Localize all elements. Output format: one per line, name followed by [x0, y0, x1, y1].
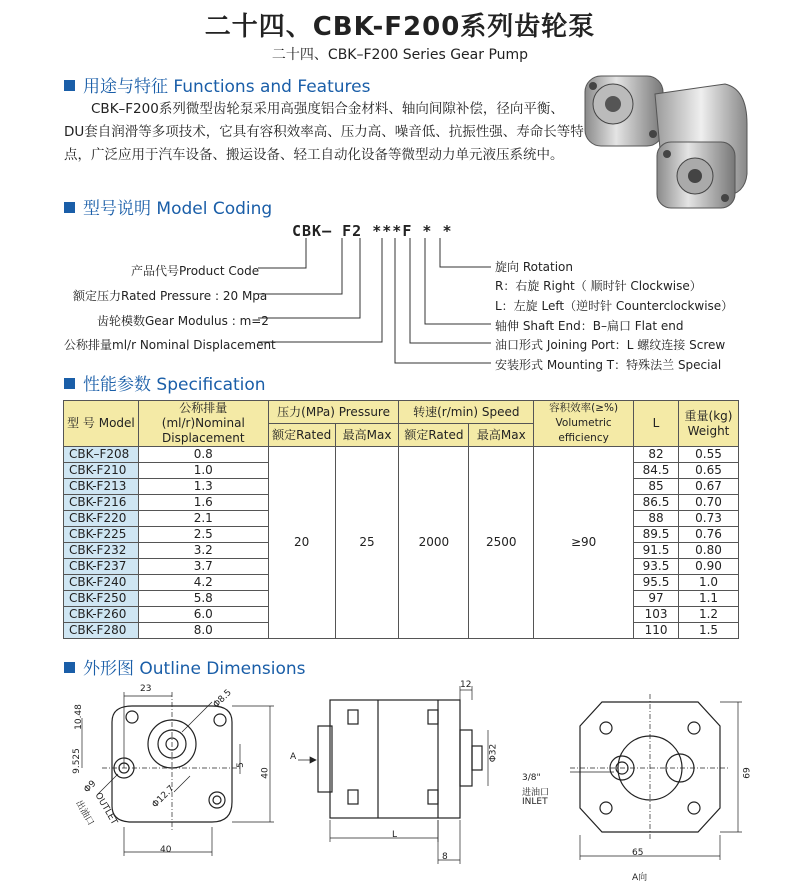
- cell-model: CBK-F250: [64, 591, 139, 607]
- dim-69: 69: [742, 767, 753, 779]
- cell-pressure-max: 25: [335, 447, 399, 639]
- cell-displacement: 1.0: [138, 463, 268, 479]
- description-paragraph: CBK–F200系列微型齿轮泵采用高强度铝合金材料、轴向间隙补偿，径向平衡、DU套自润滑等多项技术，它具有容积效率高、压力高、噪音低、抗振性强、寿命长等特点，广泛应用于汽车设备、搬运设备、轻工自动化设备等微型动力单元液压系统中。: [64, 101, 584, 163]
- header-pressure-rated: 额定Rated: [268, 424, 335, 447]
- cell-L: 95.5: [634, 575, 679, 591]
- coding-left-label: 公称排量ml/r Nominal Displacement: [64, 338, 276, 352]
- table-row: [64, 447, 739, 463]
- cell-model: CBK-F260: [64, 607, 139, 623]
- dim-8: 8: [442, 852, 448, 862]
- cell-speed-rated: 2000: [399, 447, 469, 639]
- cell-efficiency: ≥90: [534, 447, 634, 639]
- outlet-label-en: OUTLET: [92, 791, 119, 827]
- header-pressure-max: 最高Max: [335, 424, 399, 447]
- coding-right-label: L：左旋 Left（逆时针 Counterclockwise）: [495, 299, 734, 313]
- header-pressure: 压力(MPa) Pressure: [268, 401, 399, 424]
- cell-weight: 0.65: [678, 463, 738, 479]
- header-model: 型 号 Model: [64, 401, 139, 447]
- cell-displacement: 0.8: [138, 447, 268, 463]
- header-speed: 转速(r/min) Speed: [399, 401, 534, 424]
- header-speed-max: 最高Max: [469, 424, 534, 447]
- cell-displacement: 2.5: [138, 527, 268, 543]
- cell-model: CBK-F237: [64, 559, 139, 575]
- cell-model: CBK-F232: [64, 543, 139, 559]
- coding-leader-lines: [250, 230, 500, 370]
- cell-displacement: 1.3: [138, 479, 268, 495]
- header-efficiency: 容积效率(≥%) Volumetric efficiency: [534, 401, 634, 447]
- coding-right-label: 轴伸 Shaft End：B–扁口 Flat end: [495, 319, 684, 333]
- cell-weight: 1.1: [678, 591, 738, 607]
- cell-model: CBK-F240: [64, 575, 139, 591]
- pump-photo: [565, 64, 755, 214]
- cell-displacement: 1.6: [138, 495, 268, 511]
- cell-model: CBK-F210: [64, 463, 139, 479]
- section-functions-heading: 用途与特征 Functions and Features: [64, 72, 370, 97]
- model-code-pattern: CBK– F2 ***F * *: [292, 222, 453, 240]
- cell-weight: 0.73: [678, 511, 738, 527]
- dim-A-arrow-label: A: [290, 752, 297, 762]
- header-weight: 重量(kg) Weight: [678, 401, 738, 447]
- cell-weight: 0.80: [678, 543, 738, 559]
- section-square-icon: [64, 80, 75, 91]
- header-L: L: [634, 401, 679, 447]
- header-displacement: 公称排量 (ml/r)Nominal Displacement: [138, 401, 268, 447]
- dim-65: 65: [632, 848, 644, 858]
- cell-L: 93.5: [634, 559, 679, 575]
- coding-right-label: 旋向 Rotation: [495, 260, 574, 274]
- cell-displacement: 5.8: [138, 591, 268, 607]
- dim-phi-12-7: Φ12.7: [150, 783, 177, 811]
- cell-weight: 1.5: [678, 623, 738, 639]
- cell-weight: 0.55: [678, 447, 738, 463]
- dim-10-48: 10.48: [73, 704, 84, 730]
- cell-displacement: 3.7: [138, 559, 268, 575]
- dim-phi-8-5: Φ8.5: [211, 687, 234, 711]
- inlet-label-cn: 进油口: [522, 788, 550, 798]
- cell-L: 84.5: [634, 463, 679, 479]
- section-specification-heading: 性能参数 Specification: [64, 370, 266, 395]
- cell-L: 91.5: [634, 543, 679, 559]
- coding-left-label: 额定压力Rated Pressure : 20 Mpa: [73, 289, 268, 303]
- cell-displacement: 3.2: [138, 543, 268, 559]
- cell-L: 103: [634, 607, 679, 623]
- coding-left-label: 齿轮模数Gear Modulus : m=2: [97, 314, 269, 328]
- dim-phi-9: Φ9: [82, 778, 99, 796]
- section-outline-heading: 外形图 Outline Dimensions: [64, 654, 306, 679]
- cell-weight: 0.70: [678, 495, 738, 511]
- inlet-size-label: 3/8": [522, 773, 541, 783]
- cell-L: 97: [634, 591, 679, 607]
- cell-L: 82: [634, 447, 679, 463]
- dim-40-vertical: 40: [260, 767, 271, 779]
- cell-weight: 0.67: [678, 479, 738, 495]
- cell-weight: 0.90: [678, 559, 738, 575]
- cell-pressure-rated: 20: [268, 447, 335, 639]
- inlet-label-en: INLET: [522, 797, 548, 807]
- section-square-icon: [64, 378, 75, 389]
- cell-L: 86.5: [634, 495, 679, 511]
- header-speed-rated: 额定Rated: [399, 424, 469, 447]
- cell-speed-max: 2500: [469, 447, 534, 639]
- dim-12: 12: [460, 680, 472, 690]
- section-square-icon: [64, 662, 75, 673]
- cell-model: CBK-F220: [64, 511, 139, 527]
- cell-displacement: 8.0: [138, 623, 268, 639]
- cell-displacement: 6.0: [138, 607, 268, 623]
- cell-L: 110: [634, 623, 679, 639]
- cell-model: CBK-F280: [64, 623, 139, 639]
- front-view-drawing: [62, 682, 282, 862]
- cell-L: 88: [634, 511, 679, 527]
- cell-displacement: 2.1: [138, 511, 268, 527]
- coding-right-label: R：右旋 Right（ 顺时针 Clockwise）: [495, 279, 702, 293]
- dim-5: 5: [235, 762, 246, 768]
- a-view-label: A向: [632, 873, 648, 883]
- spec-table: [63, 400, 739, 639]
- outlet-label-cn: 出油口: [73, 799, 96, 828]
- dim-23: 23: [140, 684, 152, 694]
- cell-model: CBK-F213: [64, 479, 139, 495]
- cell-model: CBK-F216: [64, 495, 139, 511]
- cell-model: CBK–F208: [64, 447, 139, 463]
- coding-right-label: 油口形式 Joining Port：L 螺纹连接 Screw: [495, 338, 726, 352]
- dim-9-525: 9.525: [71, 748, 82, 774]
- page-subtitle: 二十四、CBK–F200 Series Gear Pump: [271, 47, 529, 63]
- section-square-icon: [64, 202, 75, 213]
- coding-right-label: 安装形式 Mounting T：特殊法兰 Special: [495, 358, 722, 372]
- dim-phi-32: Φ32: [488, 743, 499, 763]
- cell-L: 85: [634, 479, 679, 495]
- cell-L: 89.5: [634, 527, 679, 543]
- a-view-drawing: [570, 690, 750, 870]
- cell-weight: 1.2: [678, 607, 738, 623]
- cell-weight: 1.0: [678, 575, 738, 591]
- page-title: 二十四、CBK-F200系列齿轮泵: [204, 12, 596, 42]
- dim-40-horizontal: 40: [160, 845, 172, 855]
- cell-model: CBK-F225: [64, 527, 139, 543]
- cell-displacement: 4.2: [138, 575, 268, 591]
- dim-L: L: [392, 830, 398, 840]
- cell-weight: 0.76: [678, 527, 738, 543]
- section-model-coding-heading: 型号说明 Model Coding: [64, 194, 272, 219]
- coding-left-label: 产品代号Product Code: [131, 264, 260, 278]
